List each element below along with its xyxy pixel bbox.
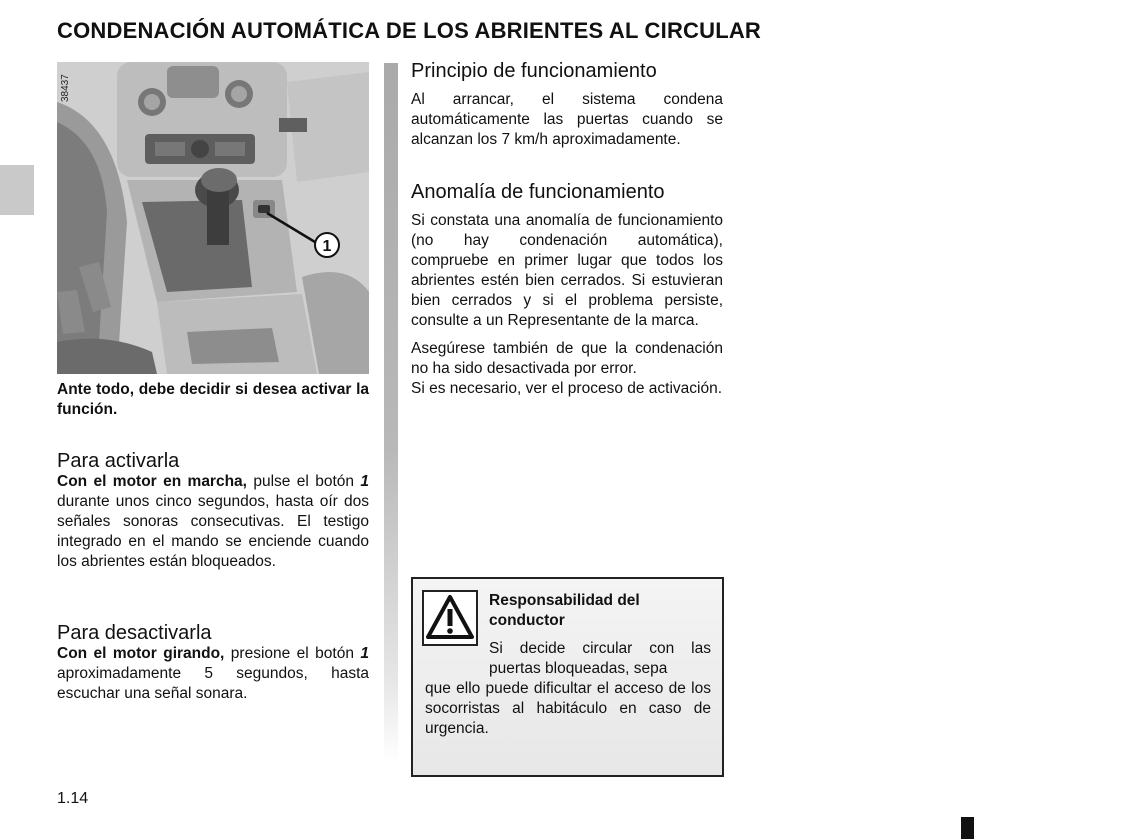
- anomaly-text-2: Asegúrese también de que la condenación no ha sido desactivada por error.: [411, 340, 723, 377]
- activate-text-part: pulse el botón: [246, 473, 361, 490]
- left-column: [57, 380, 369, 420]
- deactivate-section: [57, 622, 369, 704]
- anomaly-section: [411, 181, 723, 399]
- callout-label: 1: [322, 238, 332, 255]
- principle-heading: Principio de funcionamiento: [411, 60, 657, 82]
- corner-marker: [961, 817, 974, 839]
- dashboard-photo: [57, 62, 369, 374]
- deactivate-text-part: aproximadamente 5 segundos, hasta escuchar una señal sonara.: [57, 665, 369, 702]
- activate-lead: Con el motor en marcha,: [57, 473, 247, 490]
- warning-box: [411, 577, 724, 777]
- deactivate-text-part: presione el botón: [224, 645, 361, 662]
- deactivate-text: [57, 644, 369, 704]
- activate-text-part: durante unos cinco segundos, hasta oír dos señales sonoras consecutivas. El testigo integrado en el mando se enciende cuando los abrientes están bloqueados.: [57, 493, 369, 570]
- column-divider: [384, 63, 398, 763]
- activate-section: [57, 450, 369, 572]
- intro-text: Ante todo, debe decidir si desea activar la función.: [57, 381, 369, 418]
- deactivate-heading: Para desactivarla: [57, 622, 212, 644]
- warning-title: Responsabilidad del conductor: [489, 592, 640, 629]
- warning-text: [425, 639, 711, 739]
- activate-heading: Para activarla: [57, 450, 180, 472]
- warning-line-1: Si decide circular con las puertas bloqueadas, sepa: [489, 640, 711, 677]
- button-ref: 1: [360, 473, 369, 490]
- section-tab: [0, 165, 34, 215]
- anomaly-text-1: Si constata una anomalía de funcionamiento (no hay condenación automática), compruebe en primer lugar que todos los abrientes estén bien cerrados. Si estuvieran bien cerrados y si el problema persiste, consulte a un Representante de la marca.: [411, 212, 723, 329]
- warning-triangle-icon: [422, 590, 478, 646]
- dashboard-illustration: [57, 62, 369, 374]
- page-title: CONDENACIÓN AUTOMÁTICA DE LOS ABRIENTES AL CIRCULAR: [57, 18, 762, 43]
- anomaly-heading: Anomalía de funcionamiento: [411, 181, 665, 203]
- deactivate-lead: Con el motor girando,: [57, 645, 225, 662]
- principle-text: Al arrancar, el sistema condena automáticamente las puertas cuando se alcanzan los 7 km/h aproximadamente.: [411, 91, 723, 148]
- principle-section: [411, 60, 723, 150]
- warning-line-2: que ello puede dificultar el acceso de los socorristas al habitáculo en caso de urgencia.: [425, 680, 711, 737]
- activate-text: [57, 472, 369, 572]
- page-number: 1.14: [57, 790, 89, 807]
- button-ref: 1: [360, 645, 369, 662]
- anomaly-text-3: Si es necesario, ver el proceso de activación.: [411, 380, 723, 397]
- figure-reference: 38437: [60, 74, 71, 102]
